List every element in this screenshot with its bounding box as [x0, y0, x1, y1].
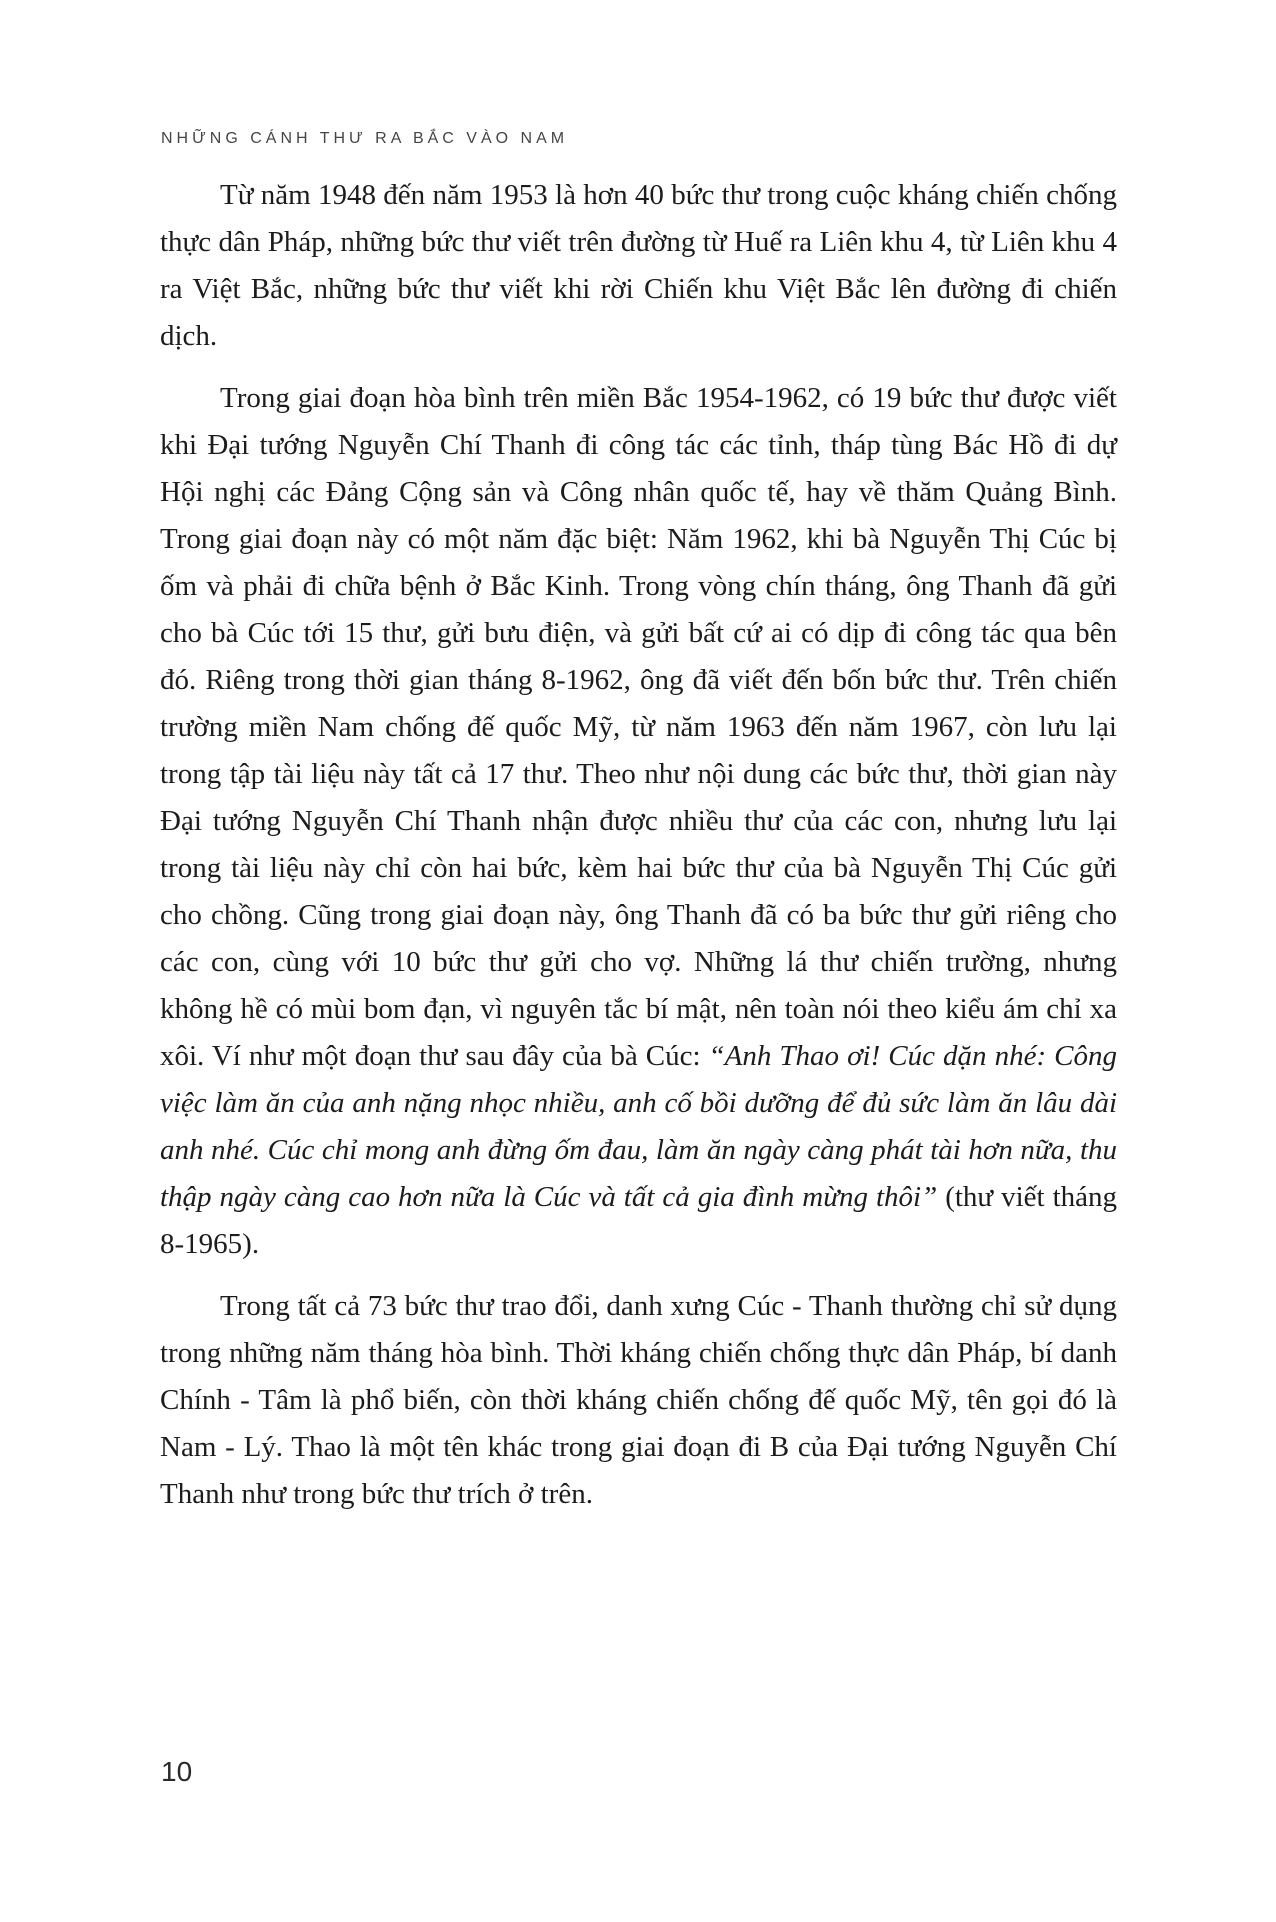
page-number: 10	[161, 1756, 193, 1787]
paragraph	[160, 1283, 1117, 1518]
body-text: Trong tất cả 73 bức thư trao đổi, danh xưng Cúc - Thanh thường chỉ sử dụng trong những năm tháng hòa bình. Thời kháng chiến chống thực dân Pháp, bí danh Chính - Tâm là phổ biến, còn thời kháng chiến chống đế quốc Mỹ, tên gọi đó là Nam - Lý. Thao là một tên khác trong giai đoạn đi B của Đại tướng Nguyễn Chí Thanh như trong bức thư trích ở trên.	[160, 1290, 1117, 1510]
body-text: Từ năm 1948 đến năm 1953 là hơn 40 bức thư trong cuộc kháng chiến chống thực dân Pháp, những bức thư viết trên đường từ Huế ra Liên khu 4, từ Liên khu 4 ra Việt Bắc, những bức thư viết khi rời Chiến khu Việt Bắc lên đường đi chiến dịch.	[160, 179, 1117, 352]
running-header: NHỮNG CÁNH THƯ RA BẮC VÀO NAM	[161, 130, 569, 147]
page-body	[160, 172, 1117, 1533]
body-text: (thư viết tháng 8-1965).	[160, 1181, 1117, 1260]
paragraph	[160, 172, 1117, 360]
body-text: Trong giai đoạn hòa bình trên miền Bắc 1954-1962, có 19 bức thư được viết khi Đại tướng Nguyễn Chí Thanh đi công tác các tỉnh, tháp tùng Bác Hồ đi dự Hội nghị các Đảng Cộng sản và Công nhân quốc tế, hay về thăm Quảng Bình. Trong giai đoạn này có một năm đặc biệt: Năm 1962, khi bà Nguyễn Thị Cúc bị ốm và phải đi chữa bệnh ở Bắc Kinh. Trong vòng chín tháng, ông Thanh đã gửi cho bà Cúc tới 15 thư, gửi bưu điện, và gửi bất cứ ai có dịp đi công tác qua bên đó. Riêng trong thời gian tháng 8-1962, ông đã viết đến bốn bức thư. Trên chiến trường miền Nam chống đế quốc Mỹ, từ năm 1963 đến năm 1967, còn lưu lại trong tập tài liệu này tất cả 17 thư. Theo như nội dung các bức thư, thời gian này Đại tướng Nguyễn Chí Thanh nhận được nhiều thư của các con, nhưng lưu lại trong tài liệu này chỉ còn hai bức, kèm hai bức thư của bà Nguyễn Thị Cúc gửi cho chồng. Cũng trong giai đoạn này, ông Thanh đã có ba bức thư gửi riêng cho các con, cùng với 10 bức thư gửi cho vợ. Những lá thư chiến trường, nhưng không hề có mùi bom đạn, vì nguyên tắc bí mật, nên toàn nói theo kiểu ám chỉ xa xôi. Ví như một đoạn thư sau đây của bà Cúc:	[160, 382, 1117, 1072]
quoted-letter-excerpt: “Anh Thao ơi! Cúc dặn nhé: Công việc làm ăn của anh nặng nhọc nhiều, anh cố bồi dưỡng để đủ sức làm ăn lâu dài anh nhé. Cúc chỉ mong anh đừng ốm đau, làm ăn ngày càng phát tài hơn nữa, thu thập ngày càng cao hơn nữa là Cúc và tất cả gia đình mừng thôi”	[160, 1040, 1117, 1213]
paragraph	[160, 375, 1117, 1268]
